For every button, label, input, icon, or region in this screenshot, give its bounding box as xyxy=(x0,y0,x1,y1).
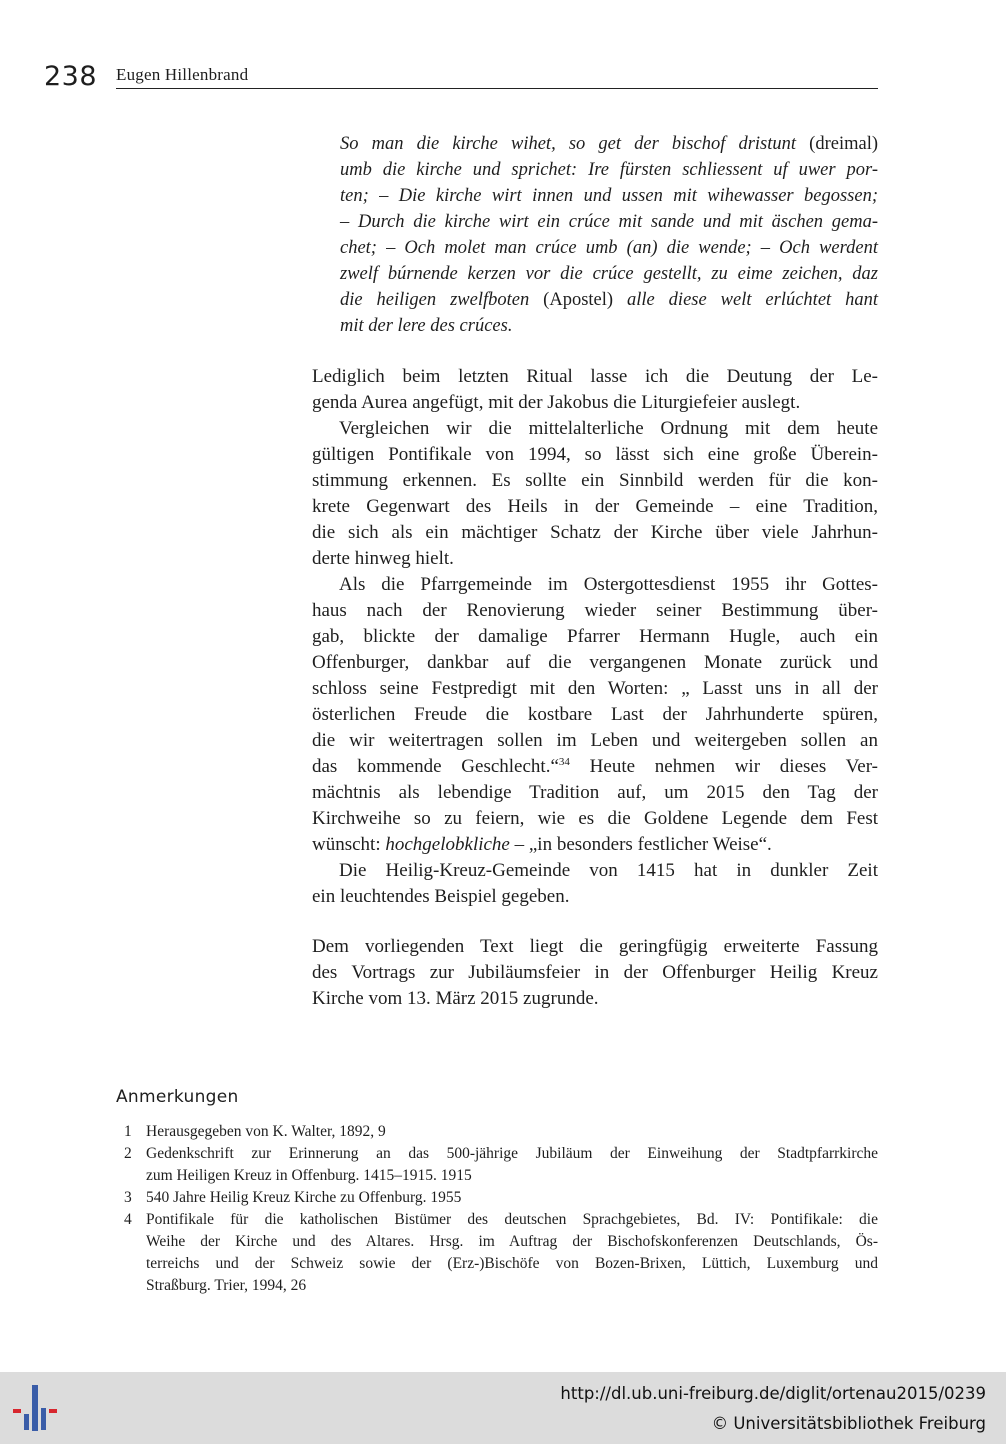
note-line: Herausgegeben von K. Walter, 1892, 9 xyxy=(146,1123,386,1140)
text-line xyxy=(312,754,878,780)
line-text: Heute nehmen wir dieses Ver- xyxy=(569,756,878,777)
paragraph-5 xyxy=(312,934,878,1012)
quote-line: chet; – Och molet man crúce umb (an) die wende; – Och werdent xyxy=(340,238,878,258)
library-logo-icon xyxy=(10,1382,62,1434)
running-header-author: Eugen Hillenbrand xyxy=(116,65,249,84)
text-line: haus nach der Renovierung wieder seiner Bestimmung über- xyxy=(312,600,878,621)
paragraph-4 xyxy=(312,858,878,910)
text-line: österlichen Freude die kostbare Last der Jahrhunderte spüren, xyxy=(312,704,878,725)
line-text: das kommende Geschlecht.“ xyxy=(312,756,559,777)
quote-text: die heiligen zwelfboten xyxy=(340,290,530,310)
note-item xyxy=(116,1121,878,1143)
paragraph-3 xyxy=(312,572,878,858)
copyright-notice: © Universitätsbibliothek Freiburg xyxy=(711,1414,986,1433)
text-line: Vergleichen wir die mittelalterliche Ordnung mit dem heute xyxy=(339,418,878,439)
note-item xyxy=(116,1187,878,1209)
quote-line xyxy=(340,287,878,313)
note-line: Pontifikale für die katholischen Bistümer des deutschen Sprachgebietes, Bd. IV: Pontifikale: die xyxy=(146,1211,878,1228)
quote-line: umb die kirche und sprichet: Ire fürsten schliessent uf uwer por- xyxy=(340,160,878,180)
block-quote xyxy=(340,131,878,339)
text-line: Offenburger, dankbar auf die vergangenen Monate zurück und xyxy=(312,652,878,673)
footnote-ref-34[interactable]: 34 xyxy=(558,756,570,768)
paragraph-2 xyxy=(312,416,878,572)
text-line: ein leuchtendes Beispiel gegeben. xyxy=(312,886,570,907)
quote-gloss: (dreimal) xyxy=(809,134,878,154)
permalink-url[interactable]: http://dl.ub.uni-freiburg.de/diglit/ortenau2015/0239 xyxy=(560,1384,986,1403)
quote-line xyxy=(340,131,878,157)
quote-line: – Durch die kirche wirt ein crúce mit sande und mit äschen gema- xyxy=(340,212,878,232)
quote-text: alle diese welt erlúchtet hant xyxy=(627,290,879,310)
note-line: zum Heiligen Kreuz in Offenburg. 1415–1915. 1915 xyxy=(146,1167,472,1184)
text-line: genda Aurea angefügt, mit der Jakobus die Liturgiefeier auslegt. xyxy=(312,392,801,413)
text-line: stimmung erkennen. Es sollte ein Sinnbild werden für die kon- xyxy=(312,470,878,491)
quote-line: ten; – Die kirche wirt innen und ussen mit wihewasser begossen; xyxy=(340,186,878,206)
text-line: die sich als ein mächtiger Schatz der Kirche über viele Jahrhun- xyxy=(312,522,878,543)
italic-term: hochgelobkliche xyxy=(385,834,510,855)
text-line: die wir weitertragen sollen im Leben und weitergeben sollen an xyxy=(312,730,878,751)
note-line: Straßburg. Trier, 1994, 26 xyxy=(146,1277,307,1294)
note-item xyxy=(116,1209,878,1297)
footer-bar xyxy=(0,1372,1006,1444)
quote-text: So man die kirche wihet, so get der bischof dristunt xyxy=(340,134,797,154)
text-line xyxy=(312,832,878,858)
page-number: 238 xyxy=(44,61,98,92)
text-line: gültigen Pontifikale von 1994, so lässt sich eine große Überein- xyxy=(312,444,878,465)
note-line: 540 Jahre Heilig Kreuz Kirche zu Offenburg. 1955 xyxy=(146,1189,462,1206)
note-number: 3 xyxy=(124,1189,132,1206)
line-text: wünscht: xyxy=(312,834,386,855)
note-number: 1 xyxy=(124,1123,132,1140)
line-text: – „in besonders festlicher Weise“. xyxy=(509,834,772,855)
note-item xyxy=(116,1143,878,1187)
note-number: 4 xyxy=(124,1211,132,1228)
header-rule xyxy=(116,88,878,89)
note-line: Gedenkschrift zur Erinnerung an das 500-jährige Jubiläum der Einweihung der Stadtpfarrkirche xyxy=(146,1145,878,1162)
paragraph-1 xyxy=(312,364,878,416)
text-line: Kirchweihe so zu feiern, wie es die Goldene Legende dem Fest xyxy=(312,808,878,829)
text-line: Lediglich beim letzten Ritual lasse ich die Deutung der Le- xyxy=(312,366,878,387)
text-line: schloss seine Festpredigt mit den Worten: „ Lasst uns in all der xyxy=(312,678,878,699)
note-line: Weihe der Kirche und des Altares. Hrsg. im Auftrag der Bischofskonferenzen Deutschlands, Ös- xyxy=(146,1233,878,1250)
note-number: 2 xyxy=(124,1145,132,1162)
text-line: Kirche vom 13. März 2015 zugrunde. xyxy=(312,988,599,1009)
text-line: Die Heilig-Kreuz-Gemeinde von 1415 hat in dunkler Zeit xyxy=(339,860,878,881)
text-line: derte hinweg hielt. xyxy=(312,548,454,569)
quote-line: zwelf búrnende kerzen vor die crúce gestellt, zu eime zeichen, daz xyxy=(340,264,878,284)
notes-heading: Anmerkungen xyxy=(116,1087,239,1107)
quote-gloss: (Apostel) xyxy=(543,290,614,310)
text-line: mächtnis als lebendige Tradition auf, um 2015 den Tag der xyxy=(312,782,878,803)
text-line: Dem vorliegenden Text liegt die geringfügig erweiterte Fassung xyxy=(312,936,878,957)
quote-line: mit der lere des crúces. xyxy=(340,316,513,336)
text-line: Als die Pfarrgemeinde im Ostergottesdienst 1955 ihr Gottes- xyxy=(339,574,878,595)
text-line: krete Gegenwart des Heils in der Gemeinde – eine Tradition, xyxy=(312,496,878,517)
note-line: terreichs und der Schweiz sowie der (Erz-)Bischöfe von Bozen-Brixen, Lüttich, Luxemburg und xyxy=(146,1255,878,1272)
text-line: des Vortrags zur Jubiläumsfeier in der Offenburger Heilig Kreuz xyxy=(312,962,878,983)
text-line: gab, blickte der damalige Pfarrer Hermann Hugle, auch ein xyxy=(312,626,878,647)
notes-list xyxy=(116,1121,878,1297)
